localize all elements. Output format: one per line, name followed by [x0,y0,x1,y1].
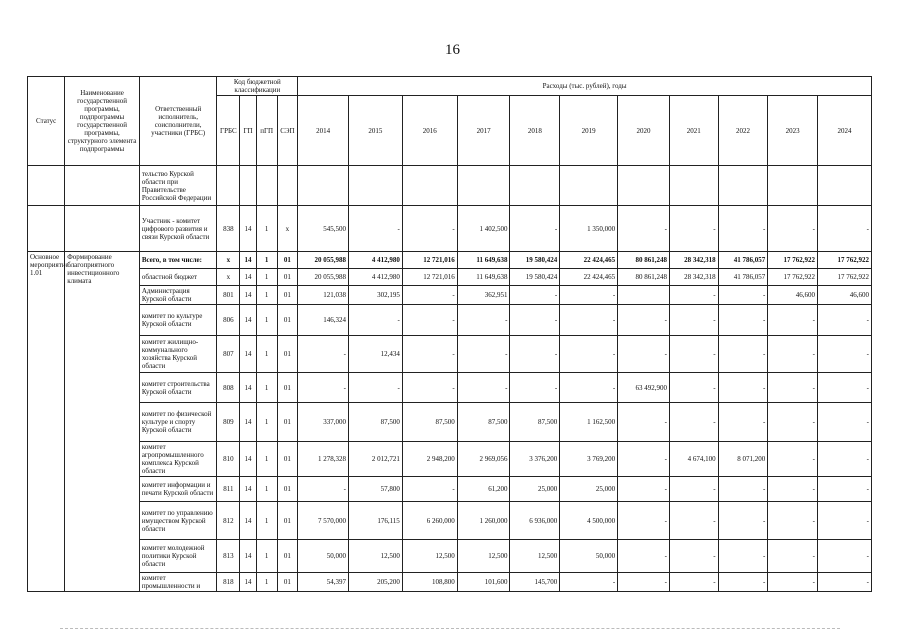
value-cell: 145,700 [510,573,560,592]
code-col-header: ГП [240,96,257,166]
value-cell: - [457,336,510,373]
code-cell: 1 [256,403,277,442]
value-cell: 57,800 [348,477,402,502]
value-cell: - [768,477,818,502]
executor-cell: тельство Курской области при Правительстве Российской Федерации [139,166,217,206]
year-header: 2019 [560,96,618,166]
value-cell: - [402,336,457,373]
value-cell: - [669,305,718,336]
value-cell: 20 055,988 [298,252,349,269]
code-cell: 818 [217,573,240,592]
year-header: 2021 [669,96,718,166]
executor-cell: комитет промышленности и [139,573,217,592]
value-cell: 362,951 [457,286,510,305]
value-cell: 63 492,900 [618,373,670,403]
code-cell: 1 [256,442,277,477]
code-cell: 1 [256,573,277,592]
value-cell: - [560,286,618,305]
year-header: 2015 [348,96,402,166]
value-cell: 11 649,638 [457,269,510,286]
value-cell: 3 769,200 [560,442,618,477]
value-cell: 25,000 [560,477,618,502]
value-cell: - [669,477,718,502]
value-cell: - [669,336,718,373]
value-cell: 28 342,318 [669,252,718,269]
value-cell: 11 649,638 [457,252,510,269]
table-row [28,305,872,336]
code-cell: 14 [240,403,257,442]
executor-cell: комитет жилищно-коммунального хозяйства Курской области [139,336,217,373]
value-cell: 28 342,318 [669,269,718,286]
code-cell: 14 [240,252,257,269]
value-cell: 17 762,922 [768,269,818,286]
code-cell: 14 [240,336,257,373]
code-cell: 14 [240,442,257,477]
value-cell: - [818,305,872,336]
value-cell: - [718,573,768,592]
value-cell: 80 861,248 [618,252,670,269]
executor-cell: областной бюджет [139,269,217,286]
code-cell: 01 [277,442,298,477]
value-cell: - [818,540,872,573]
code-cell: х [277,206,298,252]
status-cell [28,166,65,206]
code-cell: 1 [256,269,277,286]
value-cell: 337,000 [298,403,349,442]
value-cell: 1 260,000 [457,502,510,540]
table-row [28,573,872,592]
value-cell: - [510,305,560,336]
value-cell: - [768,373,818,403]
value-cell: 8 071,200 [718,442,768,477]
value-cell: 12,434 [348,336,402,373]
section-name: Формирование благоприятного инвестиционного климата [65,252,140,592]
value-cell [768,166,818,206]
value-cell: 4 674,100 [669,442,718,477]
value-cell: - [768,305,818,336]
value-cell: - [718,373,768,403]
executor-cell: комитет по управлению имуществом Курской области [139,502,217,540]
value-cell: 17 762,922 [818,252,872,269]
value-cell: - [348,206,402,252]
executor-cell: Участник - комитет цифрового развития и связи Курской области [139,206,217,252]
value-cell: 19 580,424 [510,269,560,286]
code-cell: 812 [217,502,240,540]
value-cell: 1 278,328 [298,442,349,477]
value-cell: - [718,502,768,540]
year-header: 2022 [718,96,768,166]
value-cell [618,286,670,305]
value-cell: 87,500 [348,403,402,442]
value-cell: 176,115 [348,502,402,540]
value-cell: - [768,336,818,373]
code-cell: 801 [217,286,240,305]
value-cell: 61,200 [457,477,510,502]
value-cell: 87,500 [510,403,560,442]
value-cell: 20 055,988 [298,269,349,286]
value-cell: - [457,373,510,403]
status-cell [28,206,65,252]
year-header: 2014 [298,96,349,166]
code-cell: 14 [240,540,257,573]
value-cell: 19 580,424 [510,252,560,269]
value-cell: - [818,573,872,592]
value-cell: - [298,373,349,403]
code-cell: 809 [217,403,240,442]
code-cell: 14 [240,573,257,592]
value-cell: - [618,477,670,502]
code-cell: х [217,269,240,286]
value-cell: - [348,305,402,336]
value-cell: 46,600 [818,286,872,305]
value-cell: 3 376,200 [510,442,560,477]
value-cell: 12,500 [348,540,402,573]
value-cell: - [298,477,349,502]
value-cell: - [298,336,349,373]
value-cell: 121,038 [298,286,349,305]
code-cell: 1 [256,477,277,502]
value-cell: 12,500 [457,540,510,573]
value-cell: - [618,442,670,477]
value-cell: - [510,373,560,403]
value-cell: 4 412,980 [348,269,402,286]
value-cell [818,166,872,206]
value-cell: - [560,336,618,373]
code-cell: 01 [277,269,298,286]
year-header: 2016 [402,96,457,166]
code-cell: 1 [256,286,277,305]
value-cell: - [669,206,718,252]
table-row [28,540,872,573]
value-cell: 1 402,500 [457,206,510,252]
value-cell [718,166,768,206]
value-cell: - [718,403,768,442]
value-cell [560,166,618,206]
value-cell: - [402,373,457,403]
executor-cell: комитет информации и печати Курской области [139,477,217,502]
value-cell: - [618,305,670,336]
value-cell: - [818,373,872,403]
year-header: 2020 [618,96,670,166]
code-cell: 808 [217,373,240,403]
value-cell: 87,500 [402,403,457,442]
table-row [28,269,872,286]
header-budget-code: Код бюджетной классификации [217,77,298,96]
value-cell: 41 786,057 [718,252,768,269]
code-cell: 01 [277,502,298,540]
value-cell: 87,500 [457,403,510,442]
table-row [28,336,872,373]
value-cell: 7 570,000 [298,502,349,540]
value-cell: - [718,477,768,502]
bottom-rule [60,628,840,629]
value-cell: 50,000 [560,540,618,573]
value-cell: 6 260,000 [402,502,457,540]
code-cell: 14 [240,206,257,252]
code-cell: 14 [240,305,257,336]
value-cell: 108,800 [402,573,457,592]
value-cell: 41 786,057 [718,269,768,286]
value-cell: - [718,286,768,305]
table-row [28,442,872,477]
value-cell: - [402,286,457,305]
section-status: Основное мероприятие 1.01 [28,252,65,592]
value-cell: 205,200 [348,573,402,592]
value-cell: - [768,206,818,252]
table-row [28,206,872,252]
value-cell: - [402,206,457,252]
value-cell: - [818,336,872,373]
value-cell: 54,397 [298,573,349,592]
value-cell: - [718,206,768,252]
value-cell [618,166,670,206]
code-cell: 14 [240,373,257,403]
code-cell [277,166,298,206]
value-cell: 17 762,922 [768,252,818,269]
value-cell [298,166,349,206]
code-cell: 810 [217,442,240,477]
value-cell: - [768,442,818,477]
executor-cell: комитет строительства Курской области [139,373,217,403]
code-cell [256,166,277,206]
value-cell: 12,500 [510,540,560,573]
code-cell: 01 [277,252,298,269]
value-cell: 1 162,500 [560,403,618,442]
value-cell: - [618,336,670,373]
code-col-header: СЭП [277,96,298,166]
value-cell: 50,000 [298,540,349,573]
code-cell: 813 [217,540,240,573]
value-cell: - [510,336,560,373]
executor-cell: комитет агропромышленного комплекса Курской области [139,442,217,477]
value-cell [510,166,560,206]
year-header: 2017 [457,96,510,166]
code-cell: 838 [217,206,240,252]
value-cell: 101,600 [457,573,510,592]
value-cell [402,166,457,206]
value-cell: 12 721,016 [402,252,457,269]
code-cell: 1 [256,252,277,269]
value-cell: 2 948,200 [402,442,457,477]
value-cell: - [718,540,768,573]
value-cell: - [669,573,718,592]
budget-table [27,76,872,592]
executor-cell: комитет по физической культуре и спорту Курской области [139,403,217,442]
value-cell: 80 861,248 [618,269,670,286]
value-cell: - [818,403,872,442]
table-row [28,252,872,269]
value-cell: - [618,573,670,592]
value-cell: 302,195 [348,286,402,305]
code-cell [217,166,240,206]
header-status: Статус [28,77,65,166]
header-program-name: Наименование государственной программы, подпрограммы государственной программы, структурного элемента подпрограммы [65,77,140,166]
executor-cell: Всего, в том числе: [139,252,217,269]
value-cell: 25,000 [510,477,560,502]
table-row [28,286,872,305]
code-cell: 806 [217,305,240,336]
value-cell: 2 969,056 [457,442,510,477]
code-cell [240,166,257,206]
code-cell: 1 [256,305,277,336]
page-number: 16 [445,42,460,58]
code-cell: х [217,252,240,269]
value-cell: - [818,477,872,502]
program-name-cell [65,166,140,206]
year-header: 2023 [768,96,818,166]
code-col-header: пГП [256,96,277,166]
value-cell: - [669,540,718,573]
value-cell: 1 350,000 [560,206,618,252]
value-cell: 12,500 [402,540,457,573]
year-header: 2024 [818,96,872,166]
value-cell: - [669,373,718,403]
code-cell: 1 [256,373,277,403]
value-cell: - [560,305,618,336]
value-cell: 22 424,465 [560,269,618,286]
table-row [28,477,872,502]
code-cell: 811 [217,477,240,502]
code-cell: 01 [277,336,298,373]
code-cell: 14 [240,477,257,502]
executor-cell: Администрация Курской области [139,286,217,305]
value-cell: - [818,502,872,540]
code-cell: 01 [277,305,298,336]
value-cell: - [457,305,510,336]
value-cell: - [669,502,718,540]
value-cell: - [768,540,818,573]
value-cell: - [510,286,560,305]
value-cell: - [669,403,718,442]
code-cell: 1 [256,502,277,540]
executor-cell: комитет по культуре Курской области [139,305,217,336]
value-cell: 545,500 [298,206,349,252]
code-cell: 807 [217,336,240,373]
value-cell: 4 500,000 [560,502,618,540]
header-expenses: Расходы (тыс. рублей), годы [298,77,872,96]
value-cell: - [510,206,560,252]
value-cell: - [718,305,768,336]
code-cell: 01 [277,286,298,305]
value-cell: 17 762,922 [818,269,872,286]
year-header: 2018 [510,96,560,166]
value-cell: - [402,305,457,336]
value-cell: 46,600 [768,286,818,305]
table-row [28,373,872,403]
value-cell: 6 936,000 [510,502,560,540]
executor-cell: комитет молодежной политики Курской области [139,540,217,573]
value-cell: - [560,573,618,592]
value-cell: - [669,286,718,305]
value-cell [457,166,510,206]
value-cell: - [402,477,457,502]
value-cell: - [618,502,670,540]
program-name-cell [65,206,140,252]
value-cell: - [818,206,872,252]
code-cell: 14 [240,286,257,305]
table-row [28,403,872,442]
value-cell: 2 012,721 [348,442,402,477]
code-cell: 1 [256,540,277,573]
code-cell: 01 [277,573,298,592]
value-cell [669,166,718,206]
code-cell: 01 [277,373,298,403]
value-cell: 12 721,016 [402,269,457,286]
value-cell: - [560,373,618,403]
value-cell: - [818,442,872,477]
value-cell: - [618,540,670,573]
code-cell: 01 [277,540,298,573]
code-cell: 14 [240,269,257,286]
value-cell: - [618,403,670,442]
value-cell: 4 412,980 [348,252,402,269]
code-col-header: ГРБС [217,96,240,166]
code-cell: 1 [256,336,277,373]
value-cell: - [768,573,818,592]
value-cell: - [348,373,402,403]
value-cell: 146,324 [298,305,349,336]
value-cell: 22 424,465 [560,252,618,269]
value-cell: - [768,403,818,442]
code-cell: 01 [277,477,298,502]
value-cell: - [718,336,768,373]
table-row [28,166,872,206]
code-cell: 01 [277,403,298,442]
value-cell [348,166,402,206]
header-responsible: Ответственный исполнитель, соисполнители, участники (ГРБС) [139,77,217,166]
value-cell: - [768,502,818,540]
code-cell: 1 [256,206,277,252]
table-row [28,502,872,540]
code-cell: 14 [240,502,257,540]
value-cell: - [618,206,670,252]
